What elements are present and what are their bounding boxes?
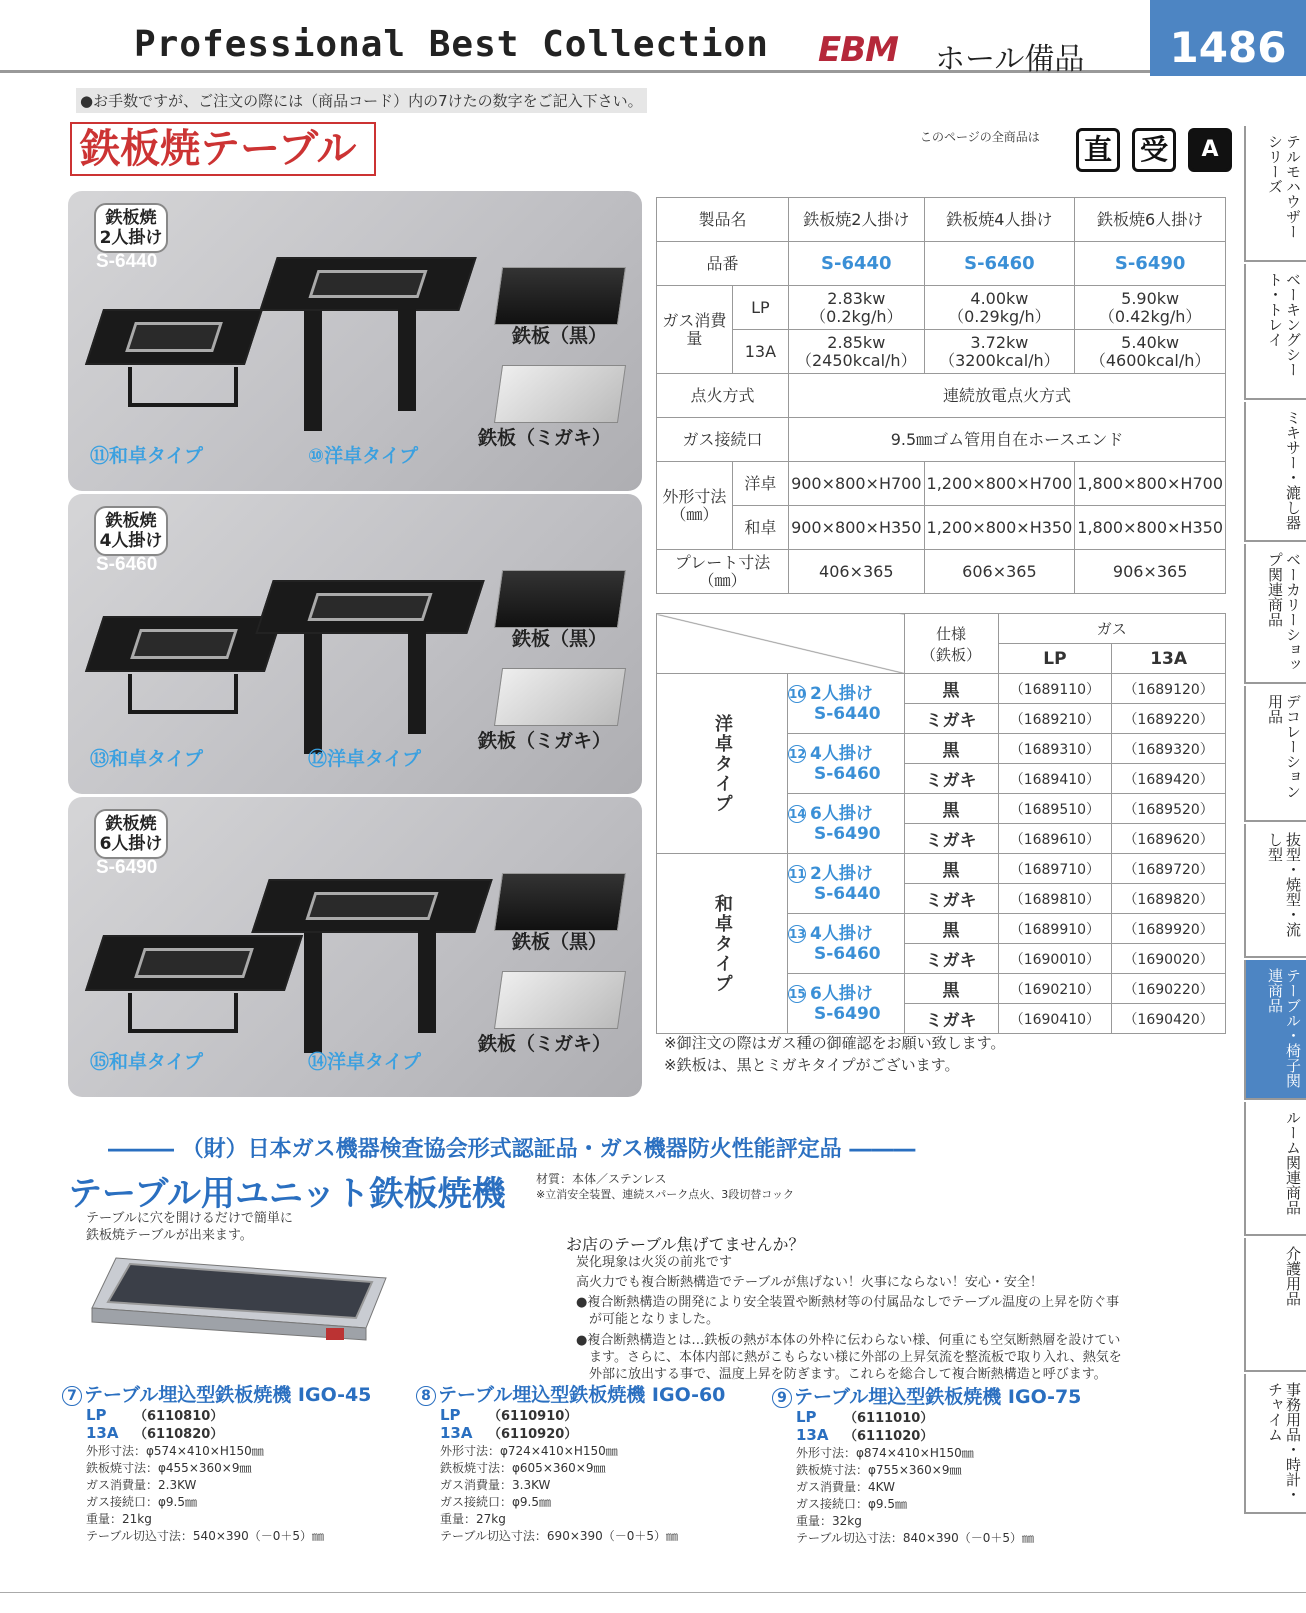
plate-finish: ミガキ bbox=[904, 764, 998, 794]
plate-finish: 黒 bbox=[904, 914, 998, 944]
product-spec: ガス接続口：φ9.5㎜ bbox=[86, 1495, 198, 1509]
category-title: ホール備品 bbox=[935, 42, 1085, 77]
type-label-japanese: ⑪和卓タイプ bbox=[90, 445, 204, 467]
gas-label: LP bbox=[440, 1406, 461, 1424]
product-spec: テーブル切込寸法：540×390（－0＋5）㎜ bbox=[86, 1529, 325, 1543]
spec-plate: 406×365 bbox=[789, 550, 924, 594]
table-leg bbox=[128, 993, 238, 1033]
order-code-lp: （1689810） bbox=[998, 884, 1112, 914]
order-code-13a: （1689820） bbox=[1112, 884, 1226, 914]
spec-code: S-6490 bbox=[1075, 242, 1226, 286]
griddle-window bbox=[134, 948, 253, 977]
plate-finish: 黒 bbox=[904, 674, 998, 704]
panel-code: S-6460 bbox=[96, 554, 158, 575]
product-spec: 重量：27kg bbox=[440, 1512, 506, 1526]
model-number: 14 bbox=[789, 806, 806, 821]
spec-header-plate: プレート寸法（㎜） bbox=[657, 550, 789, 594]
plate-label-polished: 鉄板（ミガキ） bbox=[478, 427, 612, 449]
spec-name: 鉄板焼2人掛け bbox=[789, 198, 924, 242]
code-line-13a bbox=[772, 1427, 1112, 1445]
gas-label: 13A bbox=[440, 1424, 473, 1442]
table-leg bbox=[418, 923, 436, 1033]
order-notice: ●お手数ですが、ご注文の際には（商品コード）内の7けたの数字をご記入下さい。 bbox=[76, 88, 647, 113]
polished-plate-image bbox=[494, 971, 626, 1029]
griddle-window bbox=[130, 629, 238, 658]
product-number: 7 bbox=[62, 1386, 82, 1406]
plate-finish: 黒 bbox=[904, 734, 998, 764]
product-spec: 鉄板焼寸法：φ605×360×9㎜ bbox=[440, 1461, 606, 1475]
spec-13a-value: 5.40kw （4600kcal/h） bbox=[1075, 330, 1226, 374]
product-title: テーブル埋込型鉄板焼機 IGO-60 bbox=[438, 1384, 726, 1406]
polished-plate-image bbox=[494, 668, 626, 726]
body-line: ●複合断熱構造とは…鉄板の熱が本体の外枠に伝わらない様、何重にも空気断熱層を設けてい ます。さらに、本体内部に熱がこもらない様に外部の上昇気流を整流板で取り入れ、熱気を 外部に放出する事で、温度上昇を防ぎます。これらを総合して複合断熱構造と呼びます。 bbox=[576, 1333, 1122, 1382]
unit-product bbox=[62, 1380, 402, 1545]
spec-ignition: 連続放電点火方式 bbox=[789, 374, 1226, 418]
gas-label: 13A bbox=[86, 1424, 119, 1442]
code-line-lp bbox=[772, 1409, 1112, 1427]
spec-header-code: 品番 bbox=[657, 242, 789, 286]
plate-finish: ミガキ bbox=[904, 1004, 998, 1034]
order-header-gas: ガス bbox=[998, 614, 1225, 644]
spec-western-dim: 1,800×800×H700 bbox=[1075, 462, 1226, 506]
product-spec: 鉄板焼寸法：φ455×360×9㎜ bbox=[86, 1461, 252, 1475]
product-spec: 外形寸法：φ724×410×H150㎜ bbox=[440, 1444, 618, 1458]
product-spec: テーブル切込寸法：840×390（－0＋5）㎜ bbox=[796, 1531, 1035, 1545]
spec-13a-value: 2.85kw （2450kcal/h） bbox=[789, 330, 924, 374]
plate-finish: 黒 bbox=[904, 974, 998, 1004]
order-code-13a: （1689520） bbox=[1112, 794, 1226, 824]
plate-finish: 黒 bbox=[904, 854, 998, 884]
order-model bbox=[788, 794, 905, 854]
side-tab[interactable]: ミキサー・漉し器 bbox=[1244, 402, 1306, 542]
order-code-lp: （1689210） bbox=[998, 704, 1112, 734]
high-table-image bbox=[255, 580, 485, 634]
spec-lp-label: LP bbox=[732, 286, 788, 330]
model-name: 4人掛け bbox=[810, 743, 873, 764]
griddle-window bbox=[126, 322, 223, 351]
certification-heading: ――― （財）日本ガス機器検査協会形式認証品・ガス機器防火性能評定品 ――― bbox=[108, 1137, 916, 1162]
model-number: 12 bbox=[789, 746, 806, 761]
gas-label: LP bbox=[796, 1408, 817, 1426]
gas-label: LP bbox=[86, 1406, 107, 1424]
product-title: テーブル埋込型鉄板焼機 IGO-45 bbox=[84, 1384, 372, 1406]
unit-griddle-image bbox=[86, 1252, 396, 1342]
spec-header-dimension: 外形寸法 （㎜） bbox=[657, 462, 733, 550]
order-code-13a: （1689620） bbox=[1112, 824, 1226, 854]
product-spec: 外形寸法：φ874×410×H150㎜ bbox=[796, 1446, 974, 1460]
griddle-window bbox=[307, 593, 433, 621]
order-header-lp: LP bbox=[998, 644, 1112, 674]
photo-panel bbox=[68, 494, 642, 794]
table-leg bbox=[304, 634, 322, 754]
table-leg bbox=[304, 933, 322, 1053]
spec-header-connection: ガス接続口 bbox=[657, 418, 789, 462]
spec-13a-value: 3.72kw （3200kcal/h） bbox=[924, 330, 1075, 374]
code-line-13a bbox=[416, 1425, 756, 1443]
product-spec: ガス消費量：4KW bbox=[796, 1480, 895, 1494]
polished-plate-image bbox=[494, 365, 626, 423]
product-code-lp: （6110810） bbox=[134, 1409, 224, 1424]
product-spec: ガス接続口：φ9.5㎜ bbox=[440, 1495, 552, 1509]
product-spec: ガス接続口：φ9.5㎜ bbox=[796, 1497, 908, 1511]
panel-badge: 鉄板焼 2人掛け bbox=[94, 203, 168, 253]
model-code: S-6460 bbox=[814, 763, 881, 784]
plate-label-black: 鉄板（黒） bbox=[512, 931, 608, 953]
note-plate: ※鉄板は、黒とミガキタイプがございます。 bbox=[664, 1056, 960, 1074]
spec-table bbox=[656, 197, 1226, 594]
assembly-icon: A bbox=[1188, 128, 1232, 172]
spec-code: S-6440 bbox=[789, 242, 924, 286]
spec-japanese-label: 和卓 bbox=[732, 506, 788, 550]
plate-label-black: 鉄板（黒） bbox=[512, 628, 608, 650]
spec-lp-value: 4.00kw （0.29kg/h） bbox=[924, 286, 1075, 330]
product-code-lp: （6111010） bbox=[844, 1411, 934, 1426]
low-table-image bbox=[85, 309, 263, 365]
order-model bbox=[788, 974, 905, 1034]
product-spec: 重量：21kg bbox=[86, 1512, 152, 1526]
order-code-lp: （1690010） bbox=[998, 944, 1112, 974]
griddle-window bbox=[309, 270, 428, 298]
product-title-row bbox=[62, 1380, 402, 1407]
model-number: 13 bbox=[789, 926, 806, 941]
spec-13a-label: 13A bbox=[732, 330, 788, 374]
order-corner bbox=[657, 614, 905, 674]
product-number: 9 bbox=[772, 1388, 792, 1408]
product-spec: ガス消費量：2.3KW bbox=[86, 1478, 197, 1492]
code-line-lp bbox=[416, 1407, 756, 1425]
unit-product bbox=[416, 1380, 756, 1545]
product-spec: 鉄板焼寸法：φ755×360×9㎜ bbox=[796, 1463, 962, 1477]
product-code-13a: （6110820） bbox=[134, 1427, 224, 1442]
product-spec: 外形寸法：φ574×410×H150㎜ bbox=[86, 1444, 264, 1458]
model-name: 6人掛け bbox=[810, 983, 873, 1004]
table-leg bbox=[408, 624, 426, 734]
order-code-13a: （1689420） bbox=[1112, 764, 1226, 794]
spec-western-label: 洋卓 bbox=[732, 462, 788, 506]
model-code: S-6440 bbox=[814, 883, 881, 904]
section-title: 鉄板焼テーブル bbox=[70, 122, 376, 176]
body-line: ●複合断熱構造の開発により安全装置や断熱材等の付属品なしでテーブル温度の上昇を防ぐ事 が可能となりました。 bbox=[576, 1295, 1120, 1327]
product-code-13a: （6111020） bbox=[844, 1429, 934, 1444]
western-type-label: 洋卓タイプ bbox=[657, 674, 788, 854]
order-code-lp: （1689710） bbox=[998, 854, 1112, 884]
panel-badge: 鉄板焼 4人掛け bbox=[94, 506, 168, 556]
spec-plate: 906×365 bbox=[1075, 550, 1226, 594]
order-code-13a: （1690020） bbox=[1112, 944, 1226, 974]
model-code: S-6440 bbox=[814, 703, 881, 724]
table-leg bbox=[398, 301, 416, 411]
type-label-western: ⑭洋卓タイプ bbox=[308, 1051, 422, 1073]
product-code-13a: （6110920） bbox=[488, 1427, 578, 1442]
model-name: 4人掛け bbox=[810, 923, 873, 944]
order-model bbox=[788, 734, 905, 794]
spec-header-name: 製品名 bbox=[657, 198, 789, 242]
order-code-13a: （1689320） bbox=[1112, 734, 1226, 764]
plate-finish: 黒 bbox=[904, 794, 998, 824]
unit-description: テーブルに穴を開けるだけで簡単に 鉄板焼テーブルが出来ます。 bbox=[86, 1211, 293, 1243]
photo-panel bbox=[68, 797, 642, 1097]
order-code-lp: （1689610） bbox=[998, 824, 1112, 854]
spec-japanese-dim: 900×800×H350 bbox=[789, 506, 924, 550]
order-header-spec: 仕様 （鉄板） bbox=[904, 614, 998, 674]
spec-japanese-dim: 1,200×800×H350 bbox=[924, 506, 1075, 550]
table-leg bbox=[128, 367, 238, 407]
photo-panel bbox=[68, 191, 642, 491]
order-code-13a: （1690420） bbox=[1112, 1004, 1226, 1034]
side-tab[interactable]: デコレーション用品 bbox=[1244, 686, 1306, 822]
type-label-japanese: ⑮和卓タイプ bbox=[90, 1051, 204, 1073]
order-code-lp: （1689110） bbox=[998, 674, 1112, 704]
griddle-window bbox=[306, 892, 438, 920]
order-code-13a: （1689220） bbox=[1112, 704, 1226, 734]
order-icon: 受 bbox=[1132, 128, 1176, 172]
high-table-image bbox=[259, 257, 477, 311]
side-tab[interactable]: 抜型・焼型・流し型 bbox=[1244, 824, 1306, 958]
spec-western-dim: 1,200×800×H700 bbox=[924, 462, 1075, 506]
order-row bbox=[657, 854, 1226, 884]
product-spec: ガス消費量：3.3KW bbox=[440, 1478, 551, 1492]
type-label-japanese: ⑬和卓タイプ bbox=[90, 748, 204, 770]
type-label-western: ⑩洋卓タイプ bbox=[308, 445, 419, 467]
plate-label-black: 鉄板（黒） bbox=[512, 325, 608, 347]
direct-icon: 直 bbox=[1076, 128, 1120, 172]
order-code-lp: （1690210） bbox=[998, 974, 1112, 1004]
material-text: 材質：本体／ステンレス bbox=[536, 1172, 667, 1186]
panel-code: S-6440 bbox=[96, 251, 158, 272]
black-plate-image bbox=[494, 570, 626, 628]
product-title: テーブル埋込型鉄板焼機 IGO-75 bbox=[794, 1386, 1082, 1408]
spec-lp-value: 2.83kw （0.2kg/h） bbox=[789, 286, 924, 330]
side-tab[interactable]: ベーキングシート・トレイ bbox=[1244, 264, 1306, 400]
spec-japanese-dim: 1,800×800×H350 bbox=[1075, 506, 1226, 550]
black-plate-image bbox=[494, 873, 626, 931]
order-row bbox=[657, 674, 1226, 704]
japanese-type-label: 和卓タイプ bbox=[657, 854, 788, 1034]
question-title: お店のテーブル焦げてませんか？ bbox=[566, 1235, 805, 1254]
order-model bbox=[788, 854, 905, 914]
page-number: 1486 bbox=[1150, 0, 1306, 76]
order-code-13a: （1689920） bbox=[1112, 914, 1226, 944]
spec-plate: 606×365 bbox=[924, 550, 1075, 594]
body-line: 炭化現象は火災の前兆です bbox=[576, 1255, 733, 1270]
order-model bbox=[788, 914, 905, 974]
plate-finish: ミガキ bbox=[904, 884, 998, 914]
spec-western-dim: 900×800×H700 bbox=[789, 462, 924, 506]
code-line-lp bbox=[62, 1407, 402, 1425]
order-code-lp: （1690410） bbox=[998, 1004, 1112, 1034]
spec-code: S-6460 bbox=[924, 242, 1075, 286]
gas-label: 13A bbox=[796, 1426, 829, 1444]
product-code-lp: （6110910） bbox=[488, 1409, 578, 1424]
side-tab[interactable]: テルモハウザーシリーズ bbox=[1244, 126, 1306, 262]
model-name: 6人掛け bbox=[810, 803, 873, 824]
product-number: 8 bbox=[416, 1386, 436, 1406]
order-code-lp: （1689310） bbox=[998, 734, 1112, 764]
footer-rule bbox=[0, 1592, 1306, 1593]
model-name: 2人掛け bbox=[810, 863, 873, 884]
table-leg bbox=[304, 311, 322, 431]
low-table-image bbox=[85, 616, 283, 672]
black-plate-image bbox=[494, 267, 626, 325]
model-code: S-6490 bbox=[814, 823, 881, 844]
note-gas: ※御注文の際はガス種の御確認をお願い致します。 bbox=[664, 1034, 1006, 1052]
spec-header-gas: ガス消費量 bbox=[657, 286, 733, 374]
order-code-13a: （1689720） bbox=[1112, 854, 1226, 884]
order-code-lp: （1689410） bbox=[998, 764, 1112, 794]
high-table-image bbox=[251, 879, 493, 933]
panel-code: S-6490 bbox=[96, 857, 158, 878]
side-tab[interactable]: 介護用品 bbox=[1244, 1238, 1306, 1372]
plate-finish: ミガキ bbox=[904, 944, 998, 974]
body-line: 高火力でも複合断熱構造でテーブルが焦げない！火事にならない！安心・安全！ bbox=[576, 1275, 1043, 1290]
side-tab[interactable]: テーブル・椅子関連商品 bbox=[1244, 960, 1306, 1100]
model-number: 10 bbox=[789, 686, 806, 701]
table-leg bbox=[128, 674, 238, 714]
code-line-13a bbox=[62, 1425, 402, 1443]
brand-logo: EBM bbox=[818, 30, 898, 70]
order-code-13a: （1690220） bbox=[1112, 974, 1226, 1004]
plate-label-polished: 鉄板（ミガキ） bbox=[478, 1033, 612, 1055]
product-spec: テーブル切込寸法：690×390（－0＋5）㎜ bbox=[440, 1529, 679, 1543]
spec-lp-value: 5.90kw （0.42kg/h） bbox=[1075, 286, 1226, 330]
model-code: S-6490 bbox=[814, 1003, 881, 1024]
order-code-lp: （1689910） bbox=[998, 914, 1112, 944]
order-code-table bbox=[656, 613, 1226, 1034]
plate-label-polished: 鉄板（ミガキ） bbox=[478, 730, 612, 752]
side-tab[interactable]: ベーカリーショップ関連商品 bbox=[1244, 544, 1306, 684]
product-title-row bbox=[416, 1380, 756, 1407]
order-code-lp: （1689510） bbox=[998, 794, 1112, 824]
spec-connection: 9.5㎜ゴム管用自在ホースエンド bbox=[789, 418, 1226, 462]
plate-finish: ミガキ bbox=[904, 824, 998, 854]
all-items-note: このページの全商品は bbox=[920, 130, 1040, 144]
spec-name: 鉄板焼6人掛け bbox=[1075, 198, 1226, 242]
spec-header-ignition: 点火方式 bbox=[657, 374, 789, 418]
order-code-13a: （1689120） bbox=[1112, 674, 1226, 704]
series-title: Professional Best Collection bbox=[134, 24, 769, 65]
product-title-row bbox=[772, 1382, 1112, 1409]
product-spec: 重量：32kg bbox=[796, 1514, 862, 1528]
unit-product bbox=[772, 1382, 1112, 1547]
side-tab[interactable]: ルーム関連商品 bbox=[1244, 1102, 1306, 1236]
spec-name: 鉄板焼4人掛け bbox=[924, 198, 1075, 242]
model-code: S-6460 bbox=[814, 943, 881, 964]
panel-badge: 鉄板焼 6人掛け bbox=[94, 809, 168, 859]
model-number: 15 bbox=[789, 986, 806, 1001]
order-model bbox=[788, 674, 905, 734]
model-name: 2人掛け bbox=[810, 683, 873, 704]
type-label-western: ⑫洋卓タイプ bbox=[308, 748, 422, 770]
model-number: 11 bbox=[789, 866, 806, 881]
side-tab[interactable]: 事務用品・時計・チャイム bbox=[1244, 1374, 1306, 1514]
low-table-image bbox=[85, 935, 303, 991]
order-header-13a: 13A bbox=[1112, 644, 1226, 674]
plate-finish: ミガキ bbox=[904, 704, 998, 734]
material-note: ※立消安全装置、連続スパーク点火、3段切替コック bbox=[536, 1188, 794, 1201]
unit-title: テーブル用ユニット鉄板焼機 bbox=[68, 1174, 506, 1214]
